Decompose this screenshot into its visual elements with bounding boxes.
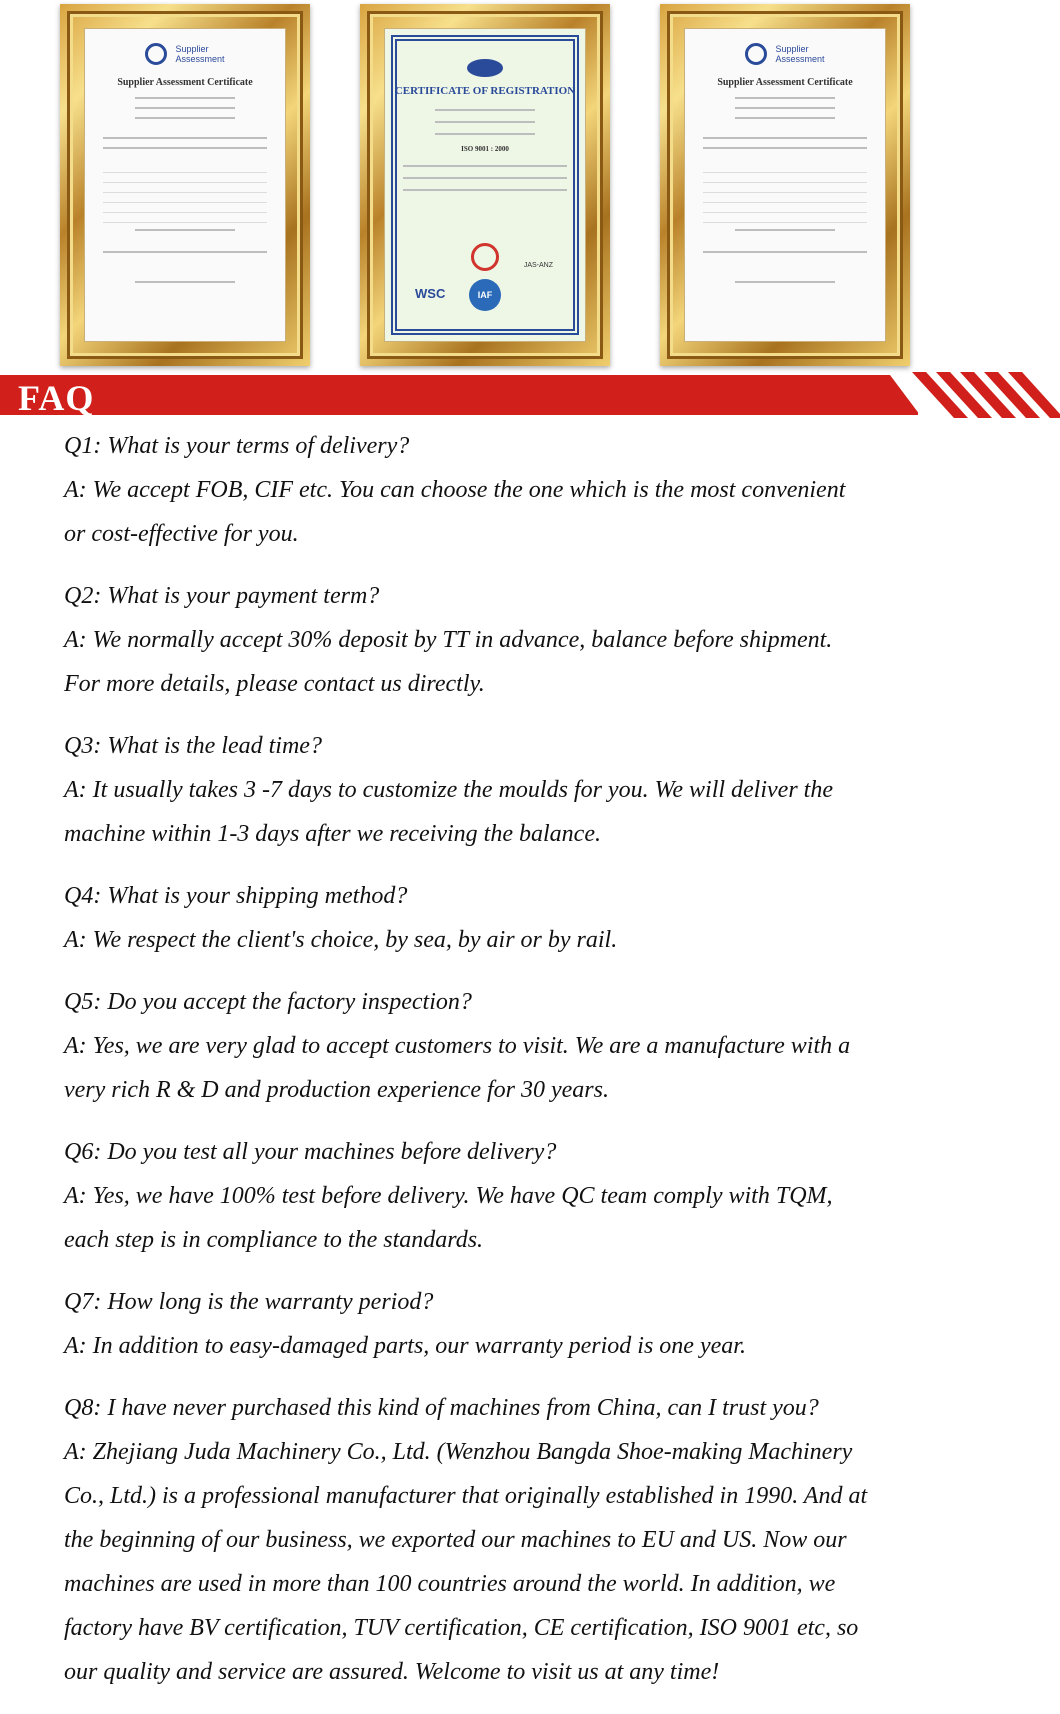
faq-question: Q6: Do you test all your machines before delivery? [64, 1139, 557, 1165]
faq-question: Q1: What is your terms of delivery? [64, 433, 410, 459]
diagonal-stripes-icon [890, 372, 1060, 418]
faq-answer-line: Co., Ltd.) is a professional manufacturer that originally established in 1990. And at [64, 1483, 868, 1509]
certificate-title: Supplier Assessment Certificate [117, 77, 253, 88]
text-line [135, 107, 235, 109]
faq-answer-line: or cost-effective for you. [64, 521, 299, 547]
iso-standard: ISO 9001 : 2000 [461, 145, 509, 153]
faq-question: Q5: Do you accept the factory inspection? [64, 989, 472, 1015]
banner-bar [0, 375, 918, 418]
text-line [403, 189, 567, 191]
iaf-label: IAF [477, 290, 493, 300]
brand-line-2: Assessment [775, 54, 825, 64]
assessment-grid [103, 165, 267, 225]
text-line [703, 137, 867, 139]
faq-answer-line: A: Yes, we are very glad to accept customers to visit. We are a manufacture with a [64, 1033, 851, 1059]
text-line [135, 117, 235, 119]
signature-line [135, 281, 235, 283]
faq-item-q5 [64, 980, 1024, 1112]
text-line [703, 251, 867, 253]
text-line [703, 147, 867, 149]
brand-line-1: Supplier [775, 44, 809, 54]
text-line [435, 133, 535, 135]
certificate-supplier-assessment-1 [84, 28, 286, 342]
faq-question: Q4: What is your shipping method? [64, 883, 408, 909]
certificate-title: Supplier Assessment Certificate [717, 77, 853, 88]
accreditation-mark: JAS-ANZ [523, 262, 553, 269]
certificate-frame-1 [60, 4, 310, 366]
assessment-seal-icon [745, 43, 767, 65]
text-line [135, 97, 235, 99]
certificate-gallery [0, 0, 1060, 372]
assessment-grid [703, 165, 867, 225]
text-line [103, 147, 267, 149]
faq-answer-line: very rich R & D and production experience for 30 years. [64, 1077, 609, 1103]
text-line [135, 229, 235, 231]
faq-answer-line: A: Yes, we have 100% test before delivery. We have QC team comply with TQM, [64, 1183, 833, 1209]
signature-line [735, 281, 835, 283]
faq-answer-line: A: We normally accept 30% deposit by TT in advance, balance before shipment. [64, 627, 833, 653]
faq-answer-line: machines are used in more than 100 countries around the world. In addition, we [64, 1571, 836, 1597]
text-line [403, 177, 567, 179]
faq-answer-line: machine within 1-3 days after we receiving the balance. [64, 821, 601, 847]
faq-item-q3 [64, 724, 1024, 856]
faq-answer-line: A: In addition to easy-damaged parts, our warranty period is one year. [64, 1333, 746, 1359]
faq-question: Q7: How long is the warranty period? [64, 1289, 434, 1315]
red-seal-icon [471, 243, 499, 271]
text-line [735, 107, 835, 109]
text-line [735, 97, 835, 99]
text-line [403, 165, 567, 167]
faq-answer-line: A: Zhejiang Juda Machinery Co., Ltd. (Wenzhou Bangda Shoe-making Machinery [64, 1439, 853, 1465]
certificate-supplier-assessment-2 [684, 28, 886, 342]
certificate-wsc-registration [384, 28, 586, 342]
faq-heading: FAQ [18, 378, 95, 418]
wsc-mark: WSC [415, 286, 446, 301]
faq-list [64, 424, 1024, 1694]
text-line [435, 109, 535, 111]
certificate-logo [685, 43, 885, 65]
iaf-logo-icon [469, 279, 501, 311]
certificate-frame-3 [660, 4, 910, 366]
certificate-logo [85, 43, 285, 65]
faq-item-q4 [64, 874, 1024, 962]
faq-answer-line: our quality and service are assured. Welcome to visit us at any time! [64, 1659, 720, 1685]
faq-item-q6 [64, 1130, 1024, 1262]
assessment-seal-icon [145, 43, 167, 65]
certificate-title: CERTIFICATE OF REGISTRATION [394, 85, 576, 97]
faq-item-q8 [64, 1386, 1024, 1694]
brand-line-1: Supplier [175, 44, 209, 54]
text-line [103, 137, 267, 139]
faq-answer-line: the beginning of our business, we exported our machines to EU and US. Now our [64, 1527, 847, 1553]
faq-item-q7 [64, 1280, 1024, 1368]
faq-item-q2 [64, 574, 1024, 706]
text-line [735, 117, 835, 119]
faq-answer-line: A: It usually takes 3 -7 days to customize the moulds for you. We will deliver the [64, 777, 833, 803]
faq-question: Q8: I have never purchased this kind of machines from China, can I trust you? [64, 1395, 819, 1421]
faq-banner [0, 372, 1060, 418]
faq-item-q1 [64, 424, 1024, 556]
faq-answer-line: A: We respect the client's choice, by sea, by air or by rail. [64, 927, 618, 953]
text-line [735, 229, 835, 231]
certificate-frame-2 [360, 4, 610, 366]
brand-line-2: Assessment [175, 54, 225, 64]
wsc-logo-icon [467, 59, 503, 77]
faq-question: Q3: What is the lead time? [64, 733, 322, 759]
faq-answer-line: A: We accept FOB, CIF etc. You can choose the one which is the most convenient [64, 477, 846, 503]
faq-answer-line: each step is in compliance to the standards. [64, 1227, 484, 1253]
faq-answer-line: factory have BV certification, TUV certification, CE certification, ISO 9001 etc, so [64, 1615, 859, 1641]
text-line [103, 251, 267, 253]
text-line [435, 121, 535, 123]
faq-answer-line: For more details, please contact us directly. [64, 671, 485, 697]
faq-question: Q2: What is your payment term? [64, 583, 380, 609]
